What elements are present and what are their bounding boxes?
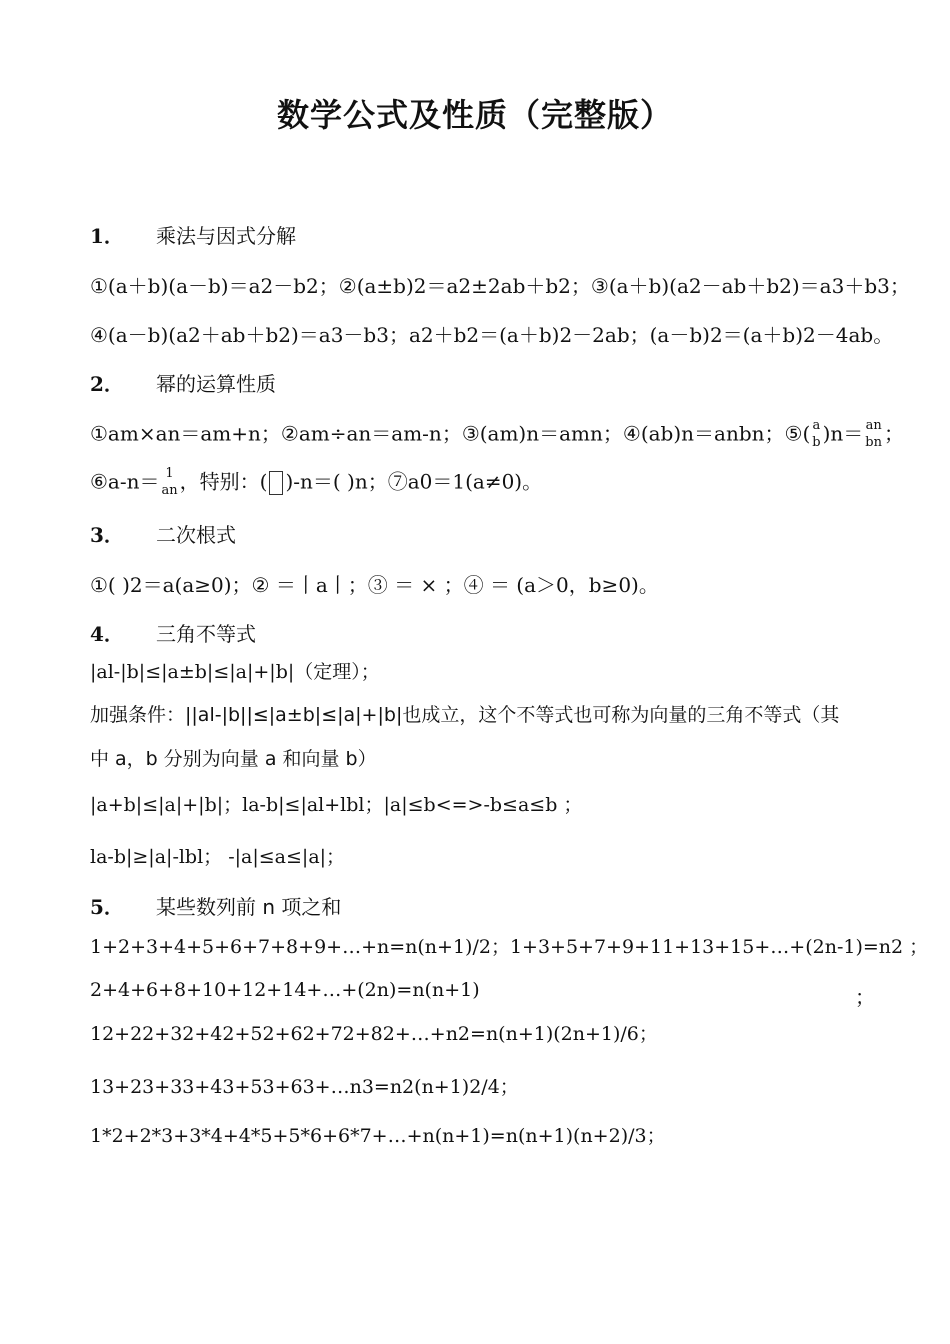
- formula-text: ⑥a-n＝: [90, 469, 160, 494]
- section-title: 某些数列前 n 项之和: [156, 895, 342, 919]
- formula-line: ④(a－b)(a2＋ab＋b2)＝a3－b3；a2＋b2＝(a＋b)2－2ab；(a－b)2＝(a＋b)2－4ab。: [90, 323, 894, 347]
- formula-line: 2+4+6+8+10+12+14+…+(2n)=n(n+1): [90, 979, 480, 1001]
- section-1-heading: [90, 226, 296, 246]
- fraction-image-icon: [269, 471, 283, 495]
- formula-text: )n＝: [822, 421, 864, 446]
- formula-line: ①( )2＝a(a≥0)；② ＝丨a丨；③ ＝ × ；④ ＝ (a＞0，b≥0)。: [90, 573, 659, 597]
- text-line: 加强条件：||al-|b||≤|a±b|≤|a|+|b|也成立，这个不等式也可称为向量的三角不等式（其: [90, 704, 840, 726]
- section-number: 3．: [90, 523, 124, 547]
- section-title: 乘法与因式分解: [156, 224, 296, 248]
- section-5-heading: [90, 897, 341, 917]
- section-4-heading: [90, 624, 256, 644]
- formula-line: la-b|≥|a|-lbl； -|a|≤a≤|a|；: [90, 846, 346, 868]
- section-2-heading: [90, 374, 276, 394]
- formula-line: 1*2+2*3+3*4+4*5+5*6+6*7+…+n(n+1)=n(n+1)(n+2)/3；: [90, 1125, 666, 1147]
- section-number: 1．: [90, 224, 124, 248]
- page-title: 数学公式及性质（完整版）: [276, 96, 673, 134]
- formula-line: ①(a＋b)(a－b)＝a2－b2；②(a±b)2＝a2±2ab＋b2；③(a＋b)(a2－ab＋b2)＝a3＋b3；: [90, 274, 910, 298]
- formula-line: 13+23+33+43+53+63+…n3=n2(n+1)2/4；: [90, 1076, 519, 1098]
- denominator: b: [812, 434, 821, 450]
- formula-text: ；: [883, 421, 904, 446]
- text-line: 中 a，b 分别为向量 a 和向量 b）: [90, 748, 377, 770]
- formula-text: ，特别：(: [179, 469, 268, 494]
- formula-line: [90, 466, 542, 500]
- section-title: 幂的运算性质: [156, 372, 276, 396]
- numerator: 1: [165, 466, 174, 481]
- fraction: [812, 418, 820, 452]
- denominator: bn: [865, 434, 882, 450]
- formula-line: [90, 418, 904, 452]
- section-number: 2．: [90, 372, 124, 396]
- fraction: [162, 466, 178, 500]
- numerator: an: [865, 418, 882, 433]
- formula-line: |a+b|≤|a|+|b|；la-b|≤|al+lbl；|a|≤b<=>-b≤a≤b ；: [90, 794, 583, 816]
- section-number: 4．: [90, 622, 124, 646]
- section-title: 二次根式: [156, 523, 236, 547]
- denominator: an: [161, 482, 178, 498]
- numerator: a: [812, 418, 821, 433]
- formula-text: )-n＝( )n；⑦a0＝1(a≠0)。: [285, 469, 543, 494]
- line-end-semicolon: ；: [855, 985, 875, 1009]
- formula-line: 12+22+32+42+52+62+72+82+…+n2=n(n+1)(2n+1)/6；: [90, 1023, 658, 1045]
- formula-text: ①am×an＝am+n；②am÷an＝am-n；③(am)n＝amn；④(ab)n＝anbn；⑤(: [90, 421, 811, 446]
- section-number: 5．: [90, 895, 124, 919]
- section-3-heading: [90, 525, 236, 545]
- formula-line: |al-|b|≤|a±b|≤|a|+|b|（定理）；: [90, 661, 380, 683]
- fraction: [865, 418, 882, 452]
- section-title: 三角不等式: [156, 622, 256, 646]
- formula-line: 1+2+3+4+5+6+7+8+9+…+n=n(n+1)/2；1+3+5+7+9+11+13+15+…+(2n-1)=n2 ；: [90, 936, 929, 958]
